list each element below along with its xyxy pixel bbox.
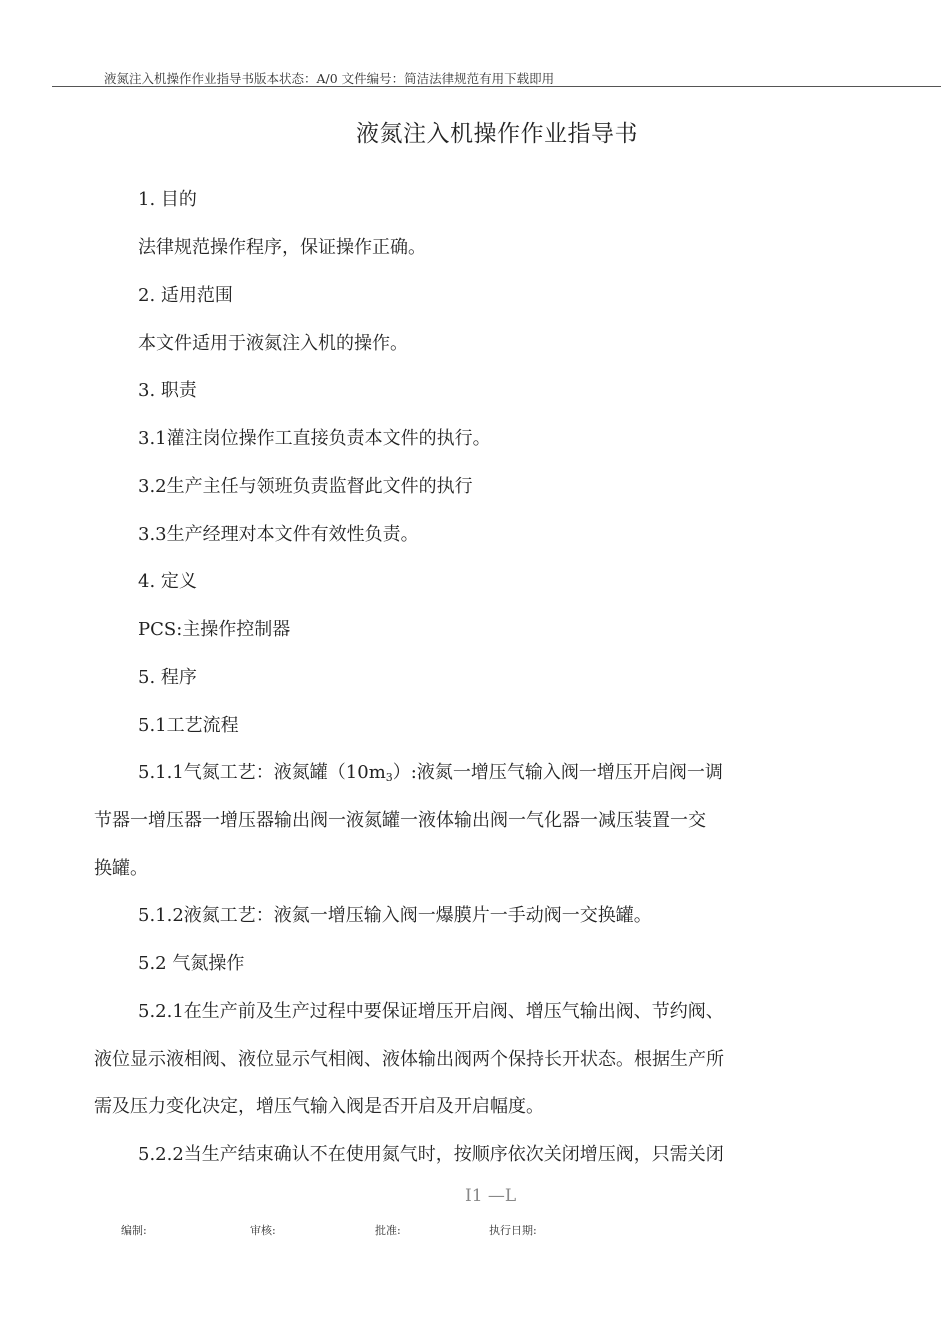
paragraph-text: ）:液氮一增压气输入阀一增压开启阀一调 [392, 762, 723, 783]
section-heading: 2. 适用范围 [138, 285, 233, 306]
paragraph: 5.2.2当生产结束确认不在使用氮气时，按顺序依次关闭增压阀，只需关闭 [138, 1144, 724, 1165]
paragraph: 液位显示液相阀、液位显示气相阀、液体输出阀两个保持长开状态。根据生产所 [94, 1049, 724, 1070]
paragraph: PCS:主操作控制器 [138, 619, 291, 640]
section-heading: 4. 定义 [138, 571, 197, 592]
paragraph: 3.3生产经理对本文件有效性负责。 [138, 524, 419, 545]
page-header: 液氮注入机操作作业指导书版本状态：A/0 文件编号：简洁法律规范有用下载即用 [104, 71, 555, 86]
signature-effective-date: 执行日期: [489, 1224, 537, 1237]
paragraph: 本文件适用于液氮注入机的操作。 [138, 333, 408, 354]
paragraph: 3.2生产主任与领班负责监督此文件的执行 [138, 476, 473, 497]
section-heading: 5. 程序 [138, 667, 197, 688]
paragraph: 5.2.1在生产前及生产过程中要保证增压开启阀、增压气输出阀、节约阀、 [138, 1001, 724, 1022]
paragraph: 需及压力变化决定，增压气输入阀是否开启及开启幅度。 [94, 1096, 544, 1117]
paragraph: 3.1灌注岗位操作工直接负责本文件的执行。 [138, 428, 491, 449]
paragraph: 5.1工艺流程 [138, 715, 239, 736]
subscript: 3 [385, 771, 393, 784]
paragraph [138, 763, 723, 788]
section-heading: 1. 目的 [138, 189, 197, 210]
page-number: I1 —L [465, 1186, 517, 1206]
paragraph: 换罐。 [94, 858, 148, 879]
document-title: 液氮注入机操作作业指导书 [356, 121, 638, 147]
paragraph: 法律规范操作程序，保证操作正确。 [138, 237, 426, 258]
paragraph: 5.1.2液氮工艺：液氮一增压输入阀一爆膜片一手动阀一交换罐。 [138, 905, 652, 926]
paragraph-text: 5.1.1气氮工艺：液氮罐（10m [138, 762, 386, 783]
signature-compiled: 编制: [121, 1224, 147, 1237]
header-rule [52, 86, 941, 87]
section-heading: 5.2 气氮操作 [138, 953, 245, 974]
signature-reviewed: 审核: [250, 1224, 276, 1237]
paragraph: 节器一增压器一增压器输出阀一液氮罐一液体输出阀一气化器一减压装置一交 [94, 810, 706, 831]
signature-approved: 批准: [375, 1224, 401, 1237]
section-heading: 3. 职责 [138, 380, 197, 401]
